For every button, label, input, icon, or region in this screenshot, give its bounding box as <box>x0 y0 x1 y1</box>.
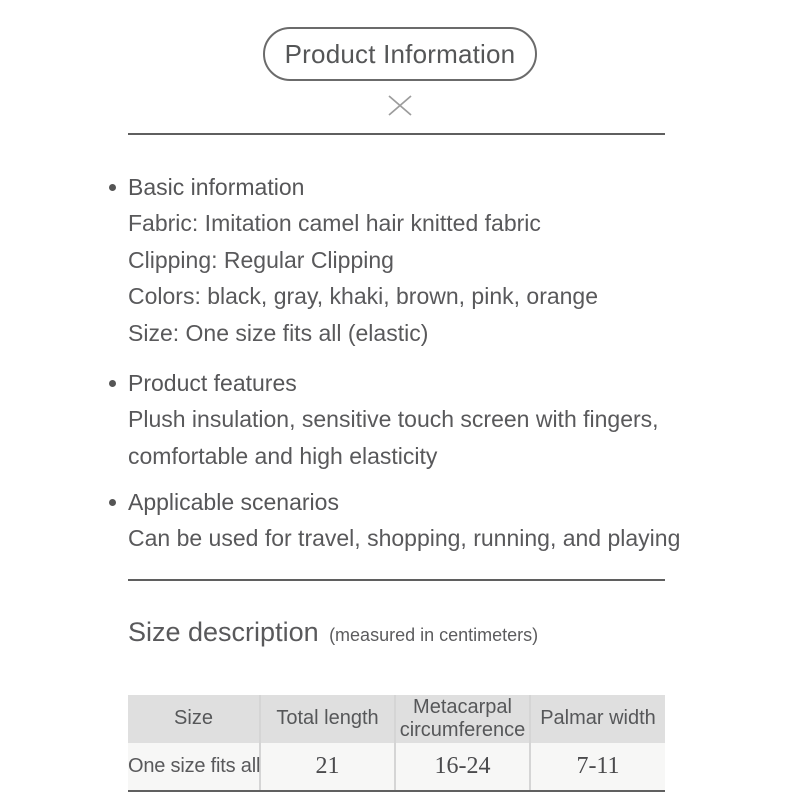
detail-line-fabric: Fabric: Imitation camel hair knitted fabric <box>128 210 541 236</box>
size-description-heading <box>128 614 800 655</box>
cell-size-value: One size fits all <box>128 743 260 791</box>
product-details <box>128 169 728 557</box>
section-title: Product features <box>128 370 297 396</box>
section-title: Applicable scenarios <box>128 489 339 515</box>
page-title-pill <box>263 27 537 81</box>
section-title: Basic information <box>128 174 305 200</box>
detail-line-features-2: comfortable and high elasticity <box>128 442 438 469</box>
section-product-features <box>128 365 728 474</box>
section-header <box>128 169 728 205</box>
size-table-header-row <box>128 695 665 743</box>
middle-divider <box>128 579 665 581</box>
section-applicable-scenarios <box>128 484 728 557</box>
section-header <box>128 484 728 520</box>
bottom-divider <box>128 790 665 792</box>
column-header-metacarpal-circumference: Metacarpal circumference <box>395 695 530 743</box>
size-description-unit-note: (measured in centimeters) <box>329 624 539 645</box>
section-basic-information <box>128 169 728 351</box>
bullet-icon <box>109 380 116 387</box>
close-row <box>0 94 800 118</box>
page-title: Product Information <box>284 38 516 69</box>
detail-line-clipping: Clipping: Regular Clipping <box>128 246 394 273</box>
column-header-total-length: Total length <box>260 695 395 743</box>
size-description-title: Size description <box>128 616 319 647</box>
top-divider <box>128 133 665 135</box>
cell-palmar-width-value: 7-11 <box>530 743 665 791</box>
bullet-icon <box>109 184 116 191</box>
close-icon[interactable] <box>386 94 414 117</box>
size-table <box>128 695 665 791</box>
column-header-size: Size <box>128 695 260 743</box>
detail-line-features-1: Plush insulation, sensitive touch screen with fingers, <box>128 406 659 432</box>
table-row <box>128 743 665 791</box>
column-header-palmar-width: Palmar width <box>530 695 665 743</box>
detail-line-colors: Colors: black, gray, khaki, brown, pink, orange <box>128 283 599 309</box>
bullet-icon <box>109 499 116 506</box>
cell-metacarpal-circumference-value: 16-24 <box>395 743 530 791</box>
cell-total-length-value: 21 <box>260 743 395 791</box>
section-header <box>128 365 728 401</box>
detail-line-size: Size: One size fits all (elastic) <box>128 319 429 346</box>
detail-line-scenarios: Can be used for travel, shopping, running, and playing <box>128 525 681 551</box>
